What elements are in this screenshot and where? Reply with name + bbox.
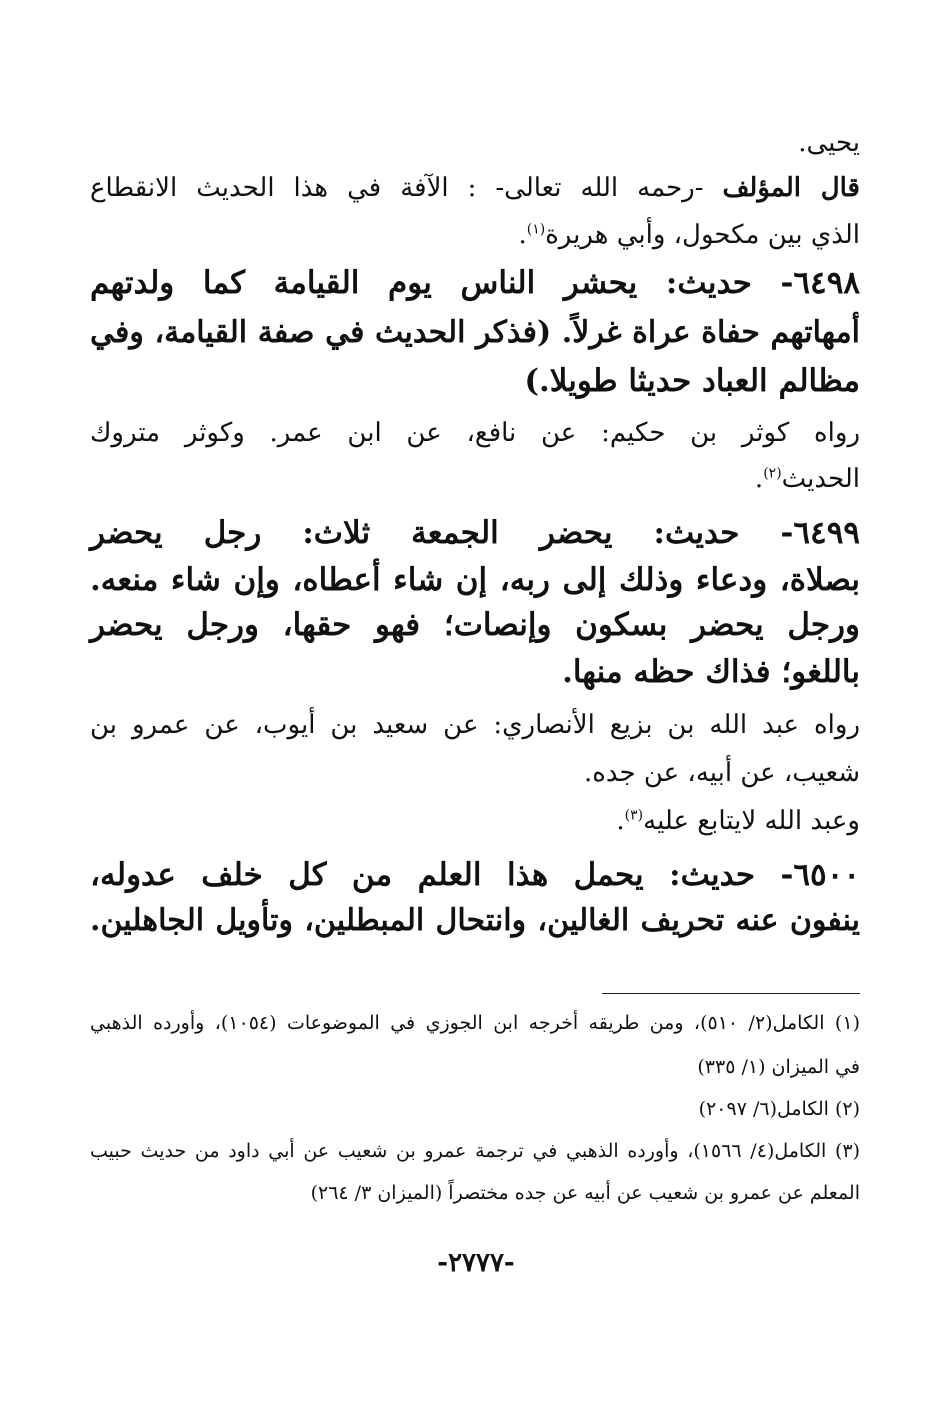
footnote-text: في الميزان (١/ ٣٣٥) <box>697 1056 860 1078</box>
footnote-ref: (١) <box>526 221 546 238</box>
footnote-3 <box>90 1142 860 1161</box>
footnote-3-continued <box>90 1184 860 1203</box>
footnote-text: (١) الكامل(٢/ ٥١٠)، ومن طريقه أخرجه ابن الجوزي في الموضوعات (١٠٥٤)، وأورده الذهبي <box>90 1012 860 1034</box>
hadith-text-line <box>90 562 860 598</box>
hadith-text-line <box>90 315 860 350</box>
footnote-text: (٢) الكامل(٦/ ٢٠٩٧) <box>698 1098 860 1120</box>
text-line <box>90 130 860 156</box>
line-text: . <box>518 220 527 250</box>
hadith-text-line <box>90 363 860 399</box>
footnote-1 <box>90 1014 860 1033</box>
line-text: الحديث <box>781 464 860 494</box>
hadith-text-line <box>90 654 860 690</box>
hadith-text: ورجل يحضر بسكون وإنصات؛ فهو حقها، ورجل يحضر <box>90 607 860 643</box>
line-text: وعبد الله لايتابع عليه <box>643 806 860 836</box>
hadith-text: ٦٤٩٩- حديث: يحضر الجمعة ثلاث: رجل يحضر <box>90 515 860 551</box>
narration-line <box>90 712 860 738</box>
narration-line <box>90 760 860 786</box>
hadith-text-line <box>90 903 860 938</box>
line-text: رواه كوثر بن حكيم: عن نافع، عن ابن عمر. وكوثر متروك <box>90 418 860 448</box>
footnote-separator <box>602 993 860 994</box>
narration-line <box>90 808 860 834</box>
hadith-text: ٦٥٠٠- حديث: يحمل هذا العلم من كل خلف عدوله، <box>90 857 860 893</box>
hadith-text: ٦٤٩٨- حديث: يحشر الناس يوم القيامة كما ولدتهم <box>90 265 860 301</box>
author-label: قال المؤلف <box>722 173 860 203</box>
narration-line <box>90 466 860 492</box>
line-text: رواه عبد الله بن بزيع الأنصاري: عن سعيد بن أيوب، عن عمرو بن <box>90 710 860 740</box>
line-text: . <box>616 806 625 836</box>
footnote-2 <box>90 1100 860 1119</box>
footnote-ref: (٢) <box>763 465 782 482</box>
footnote-text: (٣) الكامل(٤/ ١٥٦٦)، وأورده الذهبي في ترجمة عمرو بن شعيب عن أبي داود من حديث حبيب <box>90 1140 860 1162</box>
line-text: الذي بين مكحول، وأبي هريرة <box>545 220 860 250</box>
author-comment-line <box>90 175 860 201</box>
line-text: يحيى. <box>798 128 860 158</box>
hadith-text: بصلاة، ودعاء وذلك إلى ربه، إن شاء أعطاه، وإن شاء منعه. <box>90 562 860 598</box>
footnote-text: المعلم عن عمرو بن شعيب عن أبيه عن جده مختصراً (الميزان ٣/ ٢٦٤) <box>310 1182 860 1204</box>
text-line <box>90 222 860 248</box>
page-number: -٢٧٧٧- <box>437 1248 515 1278</box>
narration-line <box>90 420 860 446</box>
hadith-text: ينفون عنه تحريف الغالين، وانتحال المبطلين، وتأويل الجاهلين. <box>90 903 860 938</box>
hadith-text: باللغو؛ فذاك حظه منها. <box>562 654 860 690</box>
hadith-heading-6498 <box>90 265 860 301</box>
line-text: شعيب، عن أبيه، عن جده. <box>583 758 860 788</box>
line-text: . <box>754 464 764 494</box>
hadith-heading-6499 <box>90 515 860 551</box>
hadith-heading-6500 <box>90 857 860 893</box>
hadith-text: أمهاتهم حفاة عراة غرلاً. (فذكر الحديث في صفة القيامة، وفي <box>90 315 860 350</box>
hadith-text-line <box>90 607 860 643</box>
hadith-text: مظالم العباد حديثا طويلا.) <box>524 363 860 399</box>
footnote-1-continued <box>90 1058 860 1077</box>
line-text: -رحمه الله تعالى- : الآفة في هذا الحديث الانقطاع <box>90 173 723 203</box>
footnote-ref: (٣) <box>624 807 644 824</box>
